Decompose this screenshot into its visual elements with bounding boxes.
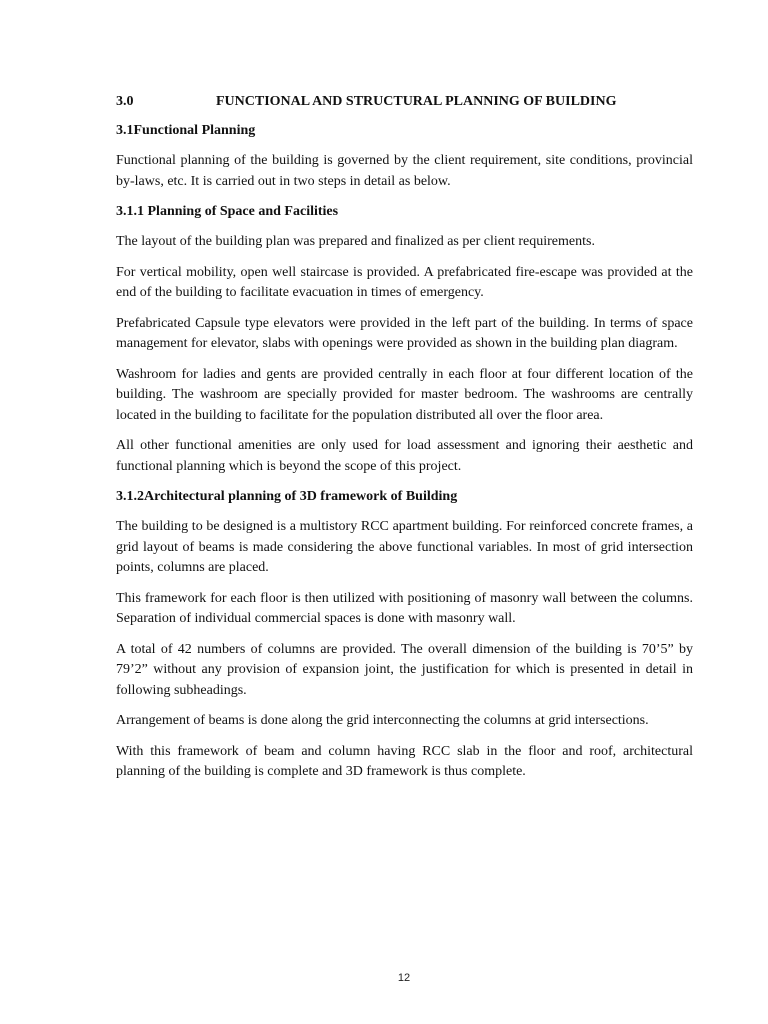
paragraph: Functional planning of the building is governed by the client requirement, site conditions, provincial by-laws, etc. It is carried out in two steps in detail as below. [116,153,693,189]
chapter-title: FUNCTIONAL AND STRUCTURAL PLANNING OF BUILDING [216,94,617,109]
section-architectural-planning [116,487,693,783]
section-space-and-facilities [116,202,693,477]
paragraph: For vertical mobility, open well staircase is provided. A prefabricated fire-escape was provided at the end of the building to facilitate evacuation in times of emergency. [116,264,693,300]
section-functional-planning [116,121,693,192]
chapter-number: 3.0 [116,94,134,109]
paragraph: The layout of the building plan was prepared and finalized as per client requirements. [116,234,595,249]
paragraph: All other functional amenities are only used for load assessment and ignoring their aesthetic and functional planning which is beyond the scope of this project. [116,438,693,474]
page-number: 12 [397,972,411,984]
section-heading: 3.1.2Architectural planning of 3D framework of Building [116,489,458,504]
paragraph: A total of 42 numbers of columns are provided. The overall dimension of the building is 70’5” by 79’2” without any provision of expansion joint, the justification for which is presented in detail in following subheadings. [116,641,693,698]
paragraph: The building to be designed is a multistory RCC apartment building. For reinforced concrete frames, a grid layout of beams is made considering the above functional variables. In most of grid intersection points, columns are placed. [116,519,693,575]
section-heading: 3.1Functional Planning [116,123,256,138]
paragraph: Washroom for ladies and gents are provided centrally in each floor at four different location of the building. The washroom are specially provided for master bedroom. The washrooms are centrally located in the building to facilitate for the population distributed all over the floor area. [116,366,693,423]
paragraph: Arrangement of beams is done along the grid interconnecting the columns at grid intersections. [116,713,649,728]
chapter-heading [116,92,693,112]
paragraph: With this framework of beam and column having RCC slab in the floor and roof, architectural planning of the building is complete and 3D framework is thus complete. [116,743,693,779]
paragraph: Prefabricated Capsule type elevators were provided in the left part of the building. In terms of space management for elevator, slabs with openings were provided as shown in the building plan diagram. [116,315,693,351]
section-heading: 3.1.1 Planning of Space and Facilities [116,204,339,219]
paragraph: This framework for each floor is then utilized with positioning of masonry wall between the columns. Separation of individual commercial spaces is done with masonry wall. [116,590,693,626]
document-page [116,92,693,793]
